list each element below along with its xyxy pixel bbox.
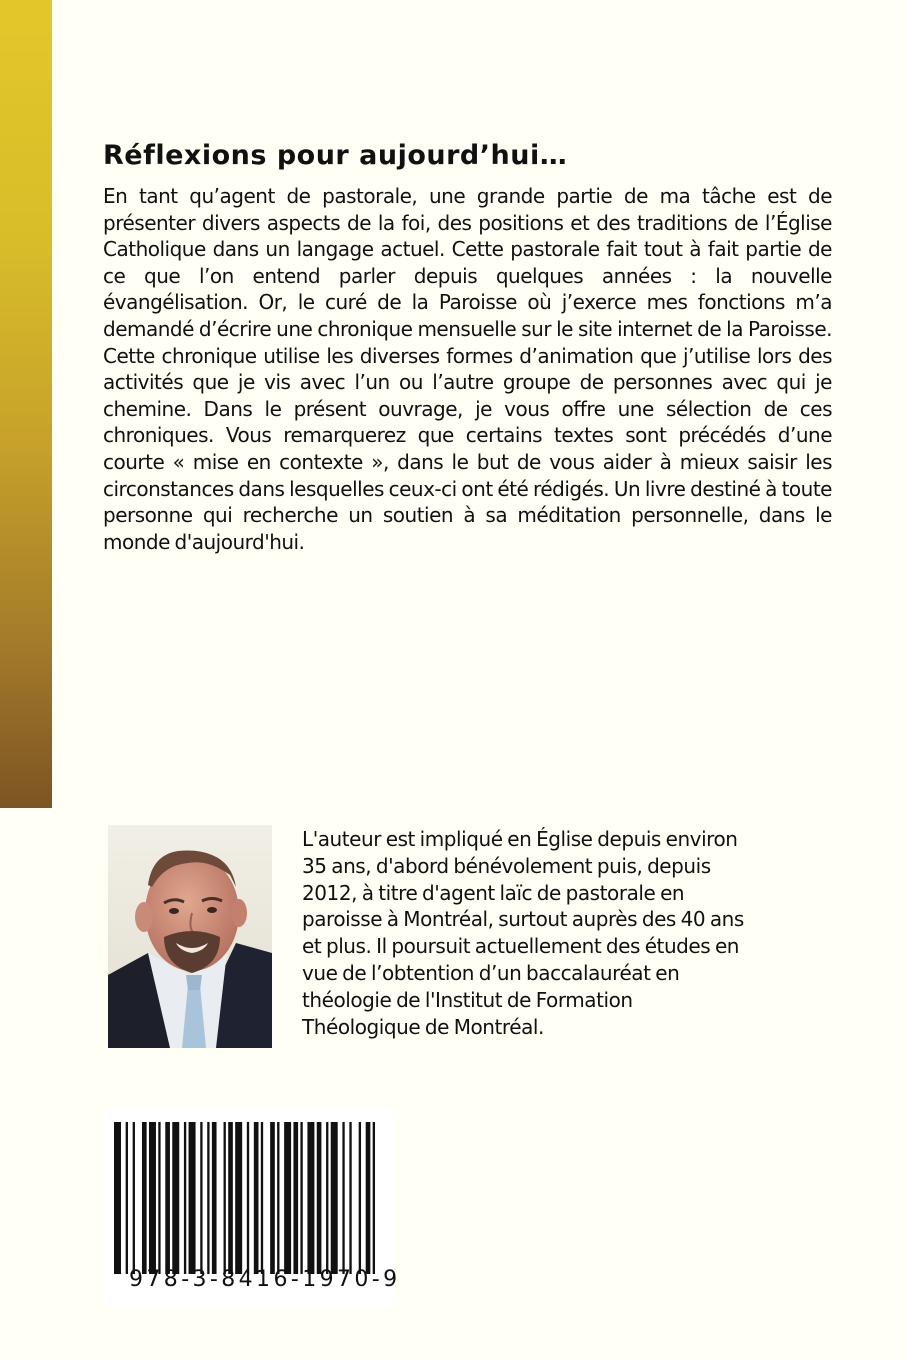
author-portrait-illustration bbox=[108, 825, 272, 1048]
author-bio-line: paroisse à Montréal, surtout auprès des 40 ans bbox=[302, 907, 744, 932]
barcode-bar bbox=[200, 1122, 202, 1274]
barcode-bar bbox=[133, 1122, 135, 1274]
barcode-bar bbox=[284, 1122, 291, 1274]
author-bio-line: Théologique de Montréal. bbox=[302, 1014, 544, 1039]
barcode-bar bbox=[212, 1122, 217, 1274]
barcode-bar bbox=[331, 1122, 338, 1274]
author-bio-line: vue de l’obtention d’un baccalauréat en bbox=[302, 960, 680, 985]
isbn-number: 978-3-8416-1970-9 bbox=[129, 1267, 401, 1292]
barcode-bar bbox=[307, 1122, 314, 1274]
barcode-bar bbox=[300, 1122, 302, 1274]
barcode-bar bbox=[224, 1122, 226, 1274]
barcode-bar bbox=[254, 1122, 259, 1274]
barcode-bar bbox=[270, 1122, 275, 1274]
barcode-bar bbox=[165, 1122, 170, 1274]
barcode-bar bbox=[189, 1122, 196, 1274]
author-bio-line: théologie de l'Institut de Formation bbox=[302, 987, 633, 1012]
author-bio-line: 2012, à titre d'agent laïc de pastorale en bbox=[302, 880, 685, 905]
barcode-bar bbox=[293, 1122, 298, 1274]
barcode-bar bbox=[235, 1122, 242, 1274]
barcode-bar bbox=[342, 1122, 344, 1274]
barcode-bar bbox=[317, 1122, 322, 1274]
barcode-bar bbox=[326, 1122, 328, 1274]
barcode-bar bbox=[142, 1122, 147, 1274]
barcode-bar bbox=[114, 1122, 121, 1274]
barcode-bar bbox=[359, 1122, 361, 1274]
author-bio-line: L'auteur est impliqué en Église depuis environ bbox=[302, 827, 738, 851]
book-title: Réflexions pour aujourd’hui… bbox=[103, 140, 568, 171]
barcode-bar bbox=[207, 1122, 209, 1274]
barcode-bar bbox=[184, 1122, 186, 1274]
barcode-bar bbox=[126, 1122, 128, 1274]
barcode-bar bbox=[366, 1122, 371, 1274]
barcode-bar bbox=[261, 1122, 263, 1274]
barcode-bar bbox=[247, 1122, 249, 1274]
barcode-bar bbox=[373, 1122, 375, 1274]
decorative-side-band bbox=[0, 0, 52, 808]
book-blurb: En tant qu’agent de pastorale, une grande partie de ma tâche est de présenter divers aspects de la foi, des positions et des traditions de l’Église Catholique dans un langage actuel. Cette pastorale fait tout à fait partie de ce que l’on entend parler depuis quelques années : la nouvelle évangélisation. Or, le curé de la Paroisse où j’exerce mes fonctions m’a demandé d’écrire une chronique mensuelle sur le site internet de la Paroisse. Cette chronique utilise les diverses formes d’animation que j’utilise lors des activités que je vis avec l’un ou l’autre groupe de personnes avec qui je chemine. Dans le présent ouvrage, je vous offre une sélection de ces chroniques. Vous remarquerez que certains textes sont précédés d’une courte « mise en contexte », dans le but de vous aider à mieux saisir les circonstances dans lesquelles ceux-ci ont été rédigés. Un livre destiné à toute personne qui recherche un soutien à sa méditation personnelle, dans le monde d'aujourd'hui. bbox=[103, 184, 832, 554]
barcode-bar bbox=[277, 1122, 279, 1274]
barcode-icon bbox=[114, 1122, 382, 1274]
author-bio-line: 35 ans, d'abord bénévolement puis, depuis bbox=[302, 853, 711, 878]
author-bio bbox=[302, 826, 862, 1040]
barcode-bar bbox=[158, 1122, 160, 1274]
barcode-bar bbox=[149, 1122, 156, 1274]
barcode-bar bbox=[349, 1122, 351, 1274]
barcode-bar bbox=[228, 1122, 233, 1274]
author-photo bbox=[108, 825, 272, 1048]
barcode-bar bbox=[172, 1122, 179, 1274]
author-bio-line: et plus. Il poursuit actuellement des études en bbox=[302, 934, 740, 959]
